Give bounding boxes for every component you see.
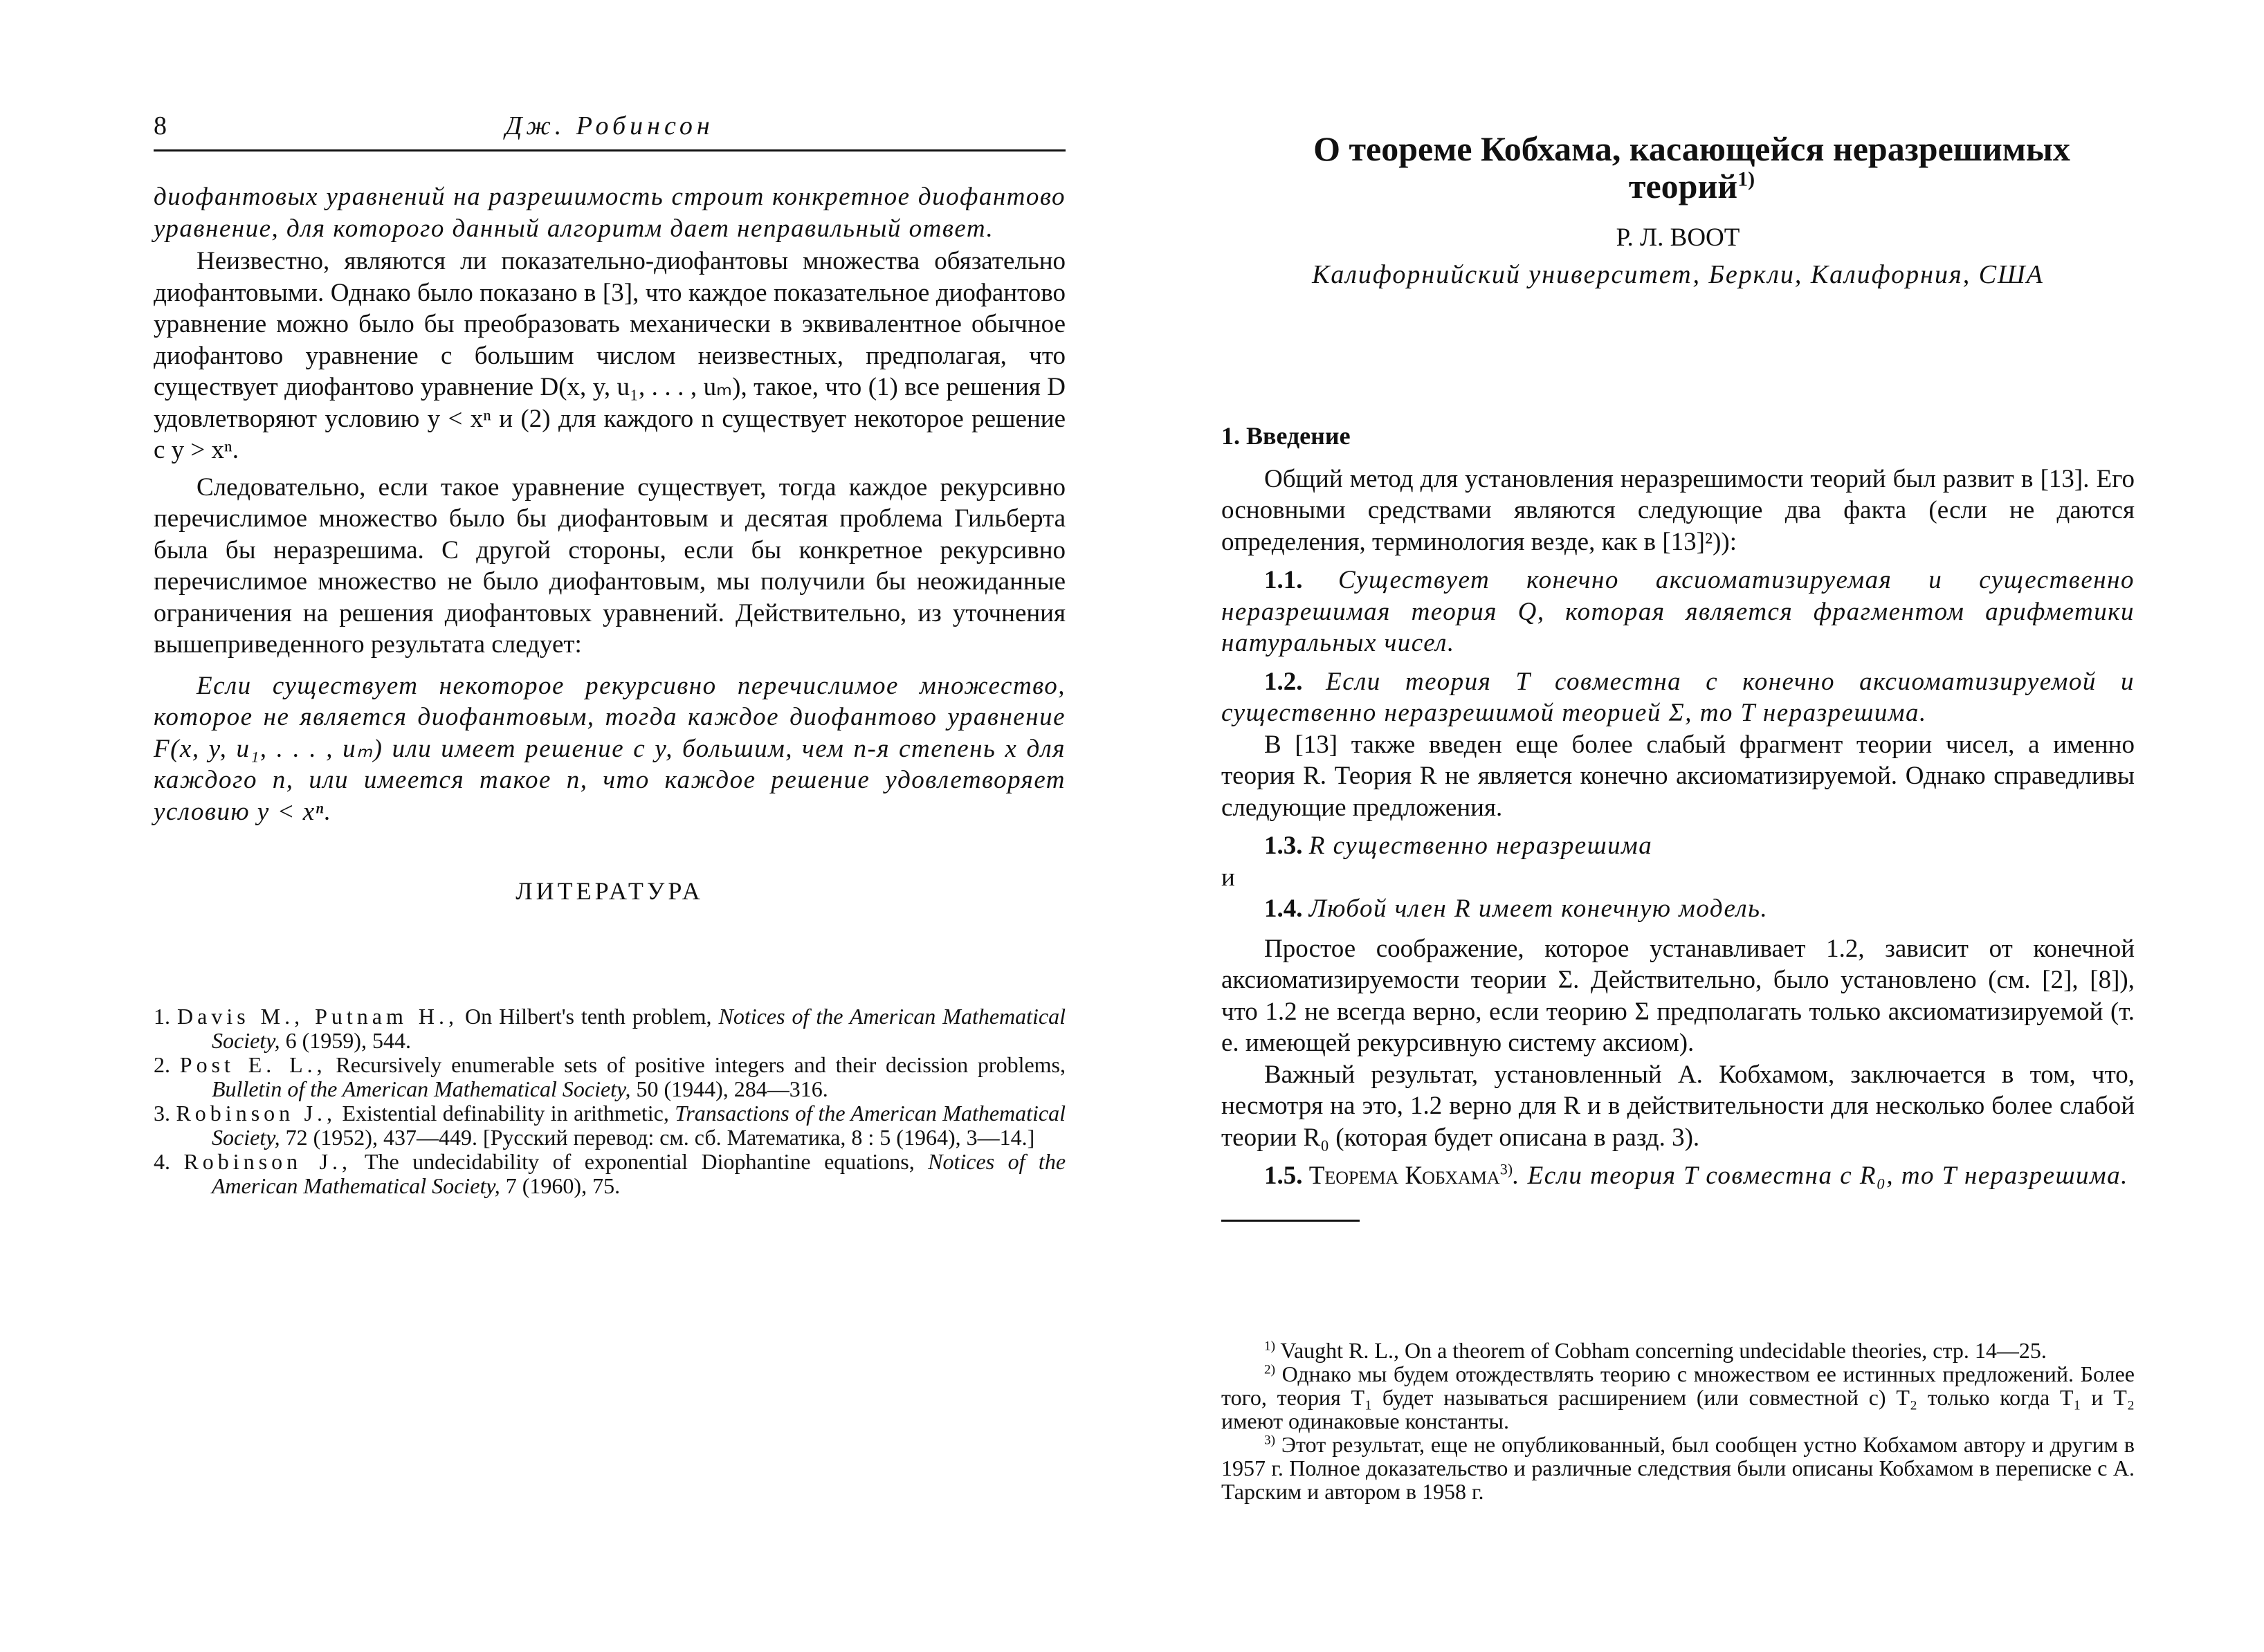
footnote-mark: 1) [1737, 167, 1755, 191]
ref-details: 7 (1960), 75. [500, 1173, 621, 1198]
reference-item [154, 1004, 1066, 1053]
footnote-mark: 1) [1264, 1339, 1275, 1354]
statement-number: 1.3. [1264, 832, 1303, 860]
statement-text: Любой член R имеет конечную модель. [1308, 894, 1769, 923]
paragraph-intro: диофантовых уравнений на разрешимость строит конкретное диофантово уравнение, для которого данный алгоритм дает неправильный ответ. [154, 183, 1066, 243]
reference-item [154, 1101, 1066, 1150]
footnote-mark: 3) [1499, 1160, 1513, 1178]
ref-journal: Bulletin of the American Mathematical Society, [212, 1076, 631, 1101]
ref-number: 2. [154, 1052, 170, 1077]
paragraph: В [13] также введен еще более слабый фрагмент теории чисел, а именно теория R. Теория R не является конечно аксиоматизируемой. Однако справедливы следующие предложения. [1221, 730, 2135, 822]
article-title [1249, 130, 2135, 205]
footnote [1221, 1433, 2135, 1503]
page-number: 8 [154, 111, 167, 140]
ref-journal: Transactions of the American Mathematical Society, [212, 1101, 1066, 1150]
reference-item [154, 1150, 1066, 1198]
ref-journal: Notices of the American Mathematical Society, [212, 1149, 1066, 1198]
statement-text: . Если теория T совместна с R₀, то T неразрешима. [1513, 1162, 2128, 1190]
footnotes [1221, 1339, 2135, 1503]
section-heading: 1. Введение [1221, 422, 1351, 450]
statement-1-4 [1221, 893, 2135, 925]
statement-1-5 [1221, 1160, 2135, 1192]
footnote-mark: 3) [1264, 1433, 1275, 1448]
statement-1-3 [1221, 830, 2135, 862]
footnote-rule [1221, 1220, 1360, 1222]
paragraph: Простое соображение, которое устанавливает 1.2, зависит от конечной аксиоматизируемости теории Σ. Действительно, было установлено (см. [2], [8]), что 1.2 не всегда верно, если теорию Σ предполагать только аксиоматизируемой (т. е. имеющей рекурсивную систему аксиом). [1221, 934, 2135, 1057]
ref-authors: Davis M., Putnam H., [177, 1004, 458, 1029]
footnote-text: Однако мы будем отождествлять теорию с множеством ее истинных предложений. Более того, теория T₁ будет называться расширением (или совместной с) T₂ только когда T₁ и T₂ имеют одинаковые константы. [1221, 1361, 2135, 1433]
ref-authors: Robinson J., [183, 1149, 352, 1174]
ref-title: The undecidability of exponential Diophantine equations, [352, 1149, 929, 1174]
paragraph: Следовательно, если такое уравнение существует, тогда каждое рекурсивно перечислимое множество было бы диофантовым и десятая проблема Гильберта была бы неразрешима. С другой стороны, если бы конкретное рекурсивно перечислимое множество не было диофантовым, мы получили бы неожиданные ограничения на решения диофантовых уравнений. Действительно, из уточнения вышеприведенного результата следует: [154, 472, 1066, 659]
header-rule [154, 149, 1066, 152]
statement-1-1 [1221, 565, 2135, 659]
ref-authors: Post E. L., [179, 1052, 327, 1077]
references-list [154, 1004, 1066, 1198]
statement-text: R существенно неразрешима [1308, 832, 1653, 860]
paragraph: Общий метод для установления неразрешимости теорий был развит в [13]. Его основными средствами являются следующие два факта (если не даются определения, терминология везде, как в [13]²)): [1221, 464, 2135, 556]
ref-title: Recursively enumerable sets of positive integers and their decission problems, [326, 1052, 1066, 1077]
statement-text: Существует конечно аксиоматизируемая и существенно неразрешимая теория Q, которая является фрагментом арифметики натуральных чисел. [1221, 566, 2135, 657]
footnote-mark: 2) [1264, 1362, 1275, 1377]
footnote-text: Vaught R. L., On a theorem of Cobham concerning undecidable theories, стр. 14—25. [1275, 1338, 2047, 1363]
ref-number: 3. [154, 1101, 170, 1126]
reference-item [154, 1053, 1066, 1101]
footnote [1221, 1339, 2135, 1362]
ref-details: 6 (1959), 544. [280, 1028, 411, 1053]
title-text: О теореме Кобхама, касающейся неразрешимых теорий [1313, 129, 2070, 205]
ref-title: On Hilbert's tenth problem, [457, 1004, 719, 1029]
conjunction: и [1221, 863, 1235, 892]
statement-number: 1.2. [1264, 667, 1303, 696]
statement-number: 1.1. [1264, 566, 1303, 594]
paragraph: Неизвестно, являются ли показательно-диофантовы множества обязательно диофантовыми. Однако было показано в [3], что каждое показательное диофантово уравнение можно было бы преобразовать механически в эквивалентное обычное диофантово уравнение с большим числом неизвестных, предполагая, что существует диофантово уравнение D(x, y, u₁, . . . , uₘ), такое, что (1) все решения D удовлетворяют условию y < xⁿ и (2) для каждого n существует некоторое решение с y > xⁿ. [154, 247, 1066, 464]
ref-details: 72 (1952), 437—449. [Русский перевод: см. сб. Математика, 8 : 5 (1964), 3—14.] [280, 1125, 1035, 1150]
ref-title: Existential definability in arithmetic, [336, 1101, 675, 1126]
ref-number: 1. [154, 1004, 170, 1029]
statement-1-2 [1221, 666, 2135, 729]
paragraph: Важный результат, установленный А. Кобхамом, заключается в том, что, несмотря на это, 1.2 верно для R и в действительности для несколько более слабой теории R₀ (которая будет описана в разд. 3). [1221, 1060, 2135, 1152]
theorem-label: Теорема Кобхама [1308, 1162, 1500, 1190]
ref-journal: Notices of the American Mathematical Society, [212, 1004, 1066, 1053]
statement-number: 1.4. [1264, 894, 1303, 923]
author-affiliation: Калифорнийский университет, Беркли, Калифорния, США [1312, 260, 2044, 289]
statement-text: Если теория T совместна с конечно аксиоматизируемой и существенно неразрешимой теорией Σ, то T неразрешима. [1221, 667, 2135, 727]
ref-authors: Robinson J., [176, 1101, 337, 1126]
running-head: Дж. Робинсон [505, 111, 714, 140]
statement-italic: Если существует некоторое рекурсивно перечислимое множество, которое не является диофантовым, тогда каждое диофантово уравнение F(x, y, u₁, . . . , uₘ) или имеет решение с y, большим, чем n-я степень x для каждого n, или имеется такое n, что каждое решение удовлетворяет условию y < xⁿ. [154, 671, 1066, 826]
statement-number: 1.5. [1264, 1162, 1303, 1190]
footnote-text: Этот результат, еще не опубликованный, был сообщен устно Кобхамом автору и другим в 1957 г. Полное доказательство и различные следствия были описаны Кобхамом в переписке с А. Тарским и автором в 1958 г. [1221, 1432, 2135, 1504]
references-heading: ЛИТЕРАТУРА [515, 877, 704, 905]
page-header [154, 111, 1066, 145]
ref-number: 4. [154, 1149, 170, 1174]
article-author: Р. Л. ВООТ [1616, 223, 1740, 252]
ref-details: 50 (1944), 284—316. [630, 1076, 828, 1101]
footnote [1221, 1362, 2135, 1433]
